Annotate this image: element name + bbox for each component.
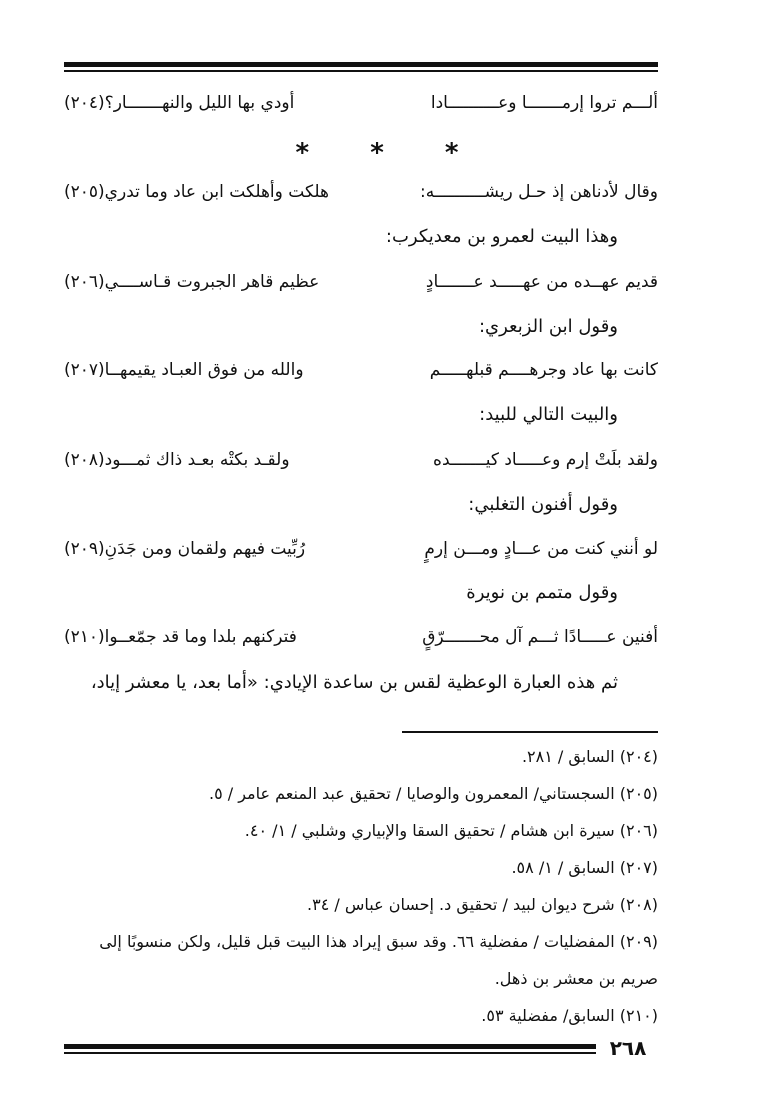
verse-7-first-hemistich: أفنين عـــــادًا ثـــم آل محـــــــرّقٍ	[422, 627, 658, 647]
footer-rule-thin	[64, 1052, 658, 1054]
verse-1-second-hemistich: أودي بها الليل والنهـــــــار؟(٢٠٤)	[64, 93, 295, 113]
footnote-208: (٢٠٨) شرح ديوان لبيد / تحقيق د. إحسان عباس / ٣٤.	[307, 895, 658, 914]
verse-4-second-hemistich: والله من فوق العبـاد يقيمهــا(٢٠٧)	[64, 360, 304, 380]
section-separator-stars: * * *	[295, 138, 485, 168]
prose-line-1: وهذا البيت لعمرو بن معديكرب:	[385, 226, 618, 247]
verse-3-first-hemistich: قديم عهــده من عهـــــد عـــــــادٍ	[425, 272, 658, 292]
footnotes	[64, 738, 658, 1034]
top-rule-thin	[64, 70, 658, 72]
verse-2-first-hemistich: وقال لأدناهن إذ حـل ريشــــــــــه:	[420, 182, 658, 202]
verse-4	[64, 353, 658, 387]
verse-6-second-hemistich: رُبِّيت فيهم ولقمان ومن جَدَنِ(٢٠٩)	[64, 539, 306, 559]
page-footer	[64, 1036, 658, 1060]
footnote-204: (٢٠٤) السابق / ٢٨١.	[521, 747, 658, 766]
verse-1	[64, 86, 658, 120]
prose-line-2: وقول ابن الزبعري:	[478, 316, 618, 337]
verse-5	[64, 443, 658, 477]
top-rule-thick	[64, 62, 658, 67]
verse-1-first-hemistich: ألـــم تروا إرمـــــــا وعــــــــــادا	[430, 93, 658, 113]
verse-5-second-hemistich: ولقـد بكتْه بعـد ذاك ثمـــود(٢٠٨)	[64, 450, 290, 470]
prose-line-6: ثم هذه العبارة الوعظية لقس بن ساعدة الإيادي: «أما بعد، يا معشر إياد،	[90, 672, 618, 693]
footnote-206: (٢٠٦) سيرة ابن هشام / تحقيق السقا والإبياري وشلبي / ١/ ٤٠.	[244, 821, 658, 840]
footnote-205: (٢٠٥) السجستاني/ المعمرون والوصايا / تحقيق عبد المنعم عامر / ٥.	[208, 784, 658, 803]
verse-4-first-hemistich: كانت بها عاد وجرهــــم قبلهـــــم	[429, 360, 658, 380]
footnote-209: (٢٠٩) المفضليات / مفضلية ٦٦. وقد سبق إيراد هذا البيت قبل قليل، ولكن منسوبًا إلى صريم بن معشر بن ذهل.	[99, 932, 658, 988]
footnote-207: (٢٠٧) السابق / ١/ ٥٨.	[511, 858, 658, 877]
verse-7-second-hemistich: فتركنهم بلدا وما قد جمّعــوا(٢١٠)	[64, 627, 297, 647]
verse-3-second-hemistich: عظيم قاهر الجبروت قـاســــي(٢٠٦)	[64, 272, 320, 292]
footnote-separator	[402, 731, 658, 733]
verse-2	[64, 175, 658, 209]
verse-3	[64, 265, 658, 299]
verse-2-second-hemistich: هلكت وأهلكت ابن عاد وما تدري(٢٠٥)	[64, 182, 329, 202]
prose-line-5: وقول متمم بن نويرة	[466, 582, 618, 603]
verse-5-first-hemistich: ولقد بلَتْ إرم وعـــــاد كيـــــــده	[433, 450, 658, 470]
prose-line-3: والبيت التالي للبيد:	[479, 404, 618, 425]
prose-line-4: وقول أفنون التغلبي:	[468, 494, 618, 515]
verse-6-first-hemistich: لو أنني كنت من عـــادٍ ومـــن إرمٍ	[424, 539, 658, 559]
verse-6	[64, 532, 658, 566]
footnote-210: (٢١٠) السابق/ مفضلية ٥٣.	[481, 1006, 658, 1025]
footer-rule-thick	[64, 1044, 658, 1049]
page-number: ٢٦٨	[596, 1034, 660, 1062]
verse-7	[64, 620, 658, 654]
